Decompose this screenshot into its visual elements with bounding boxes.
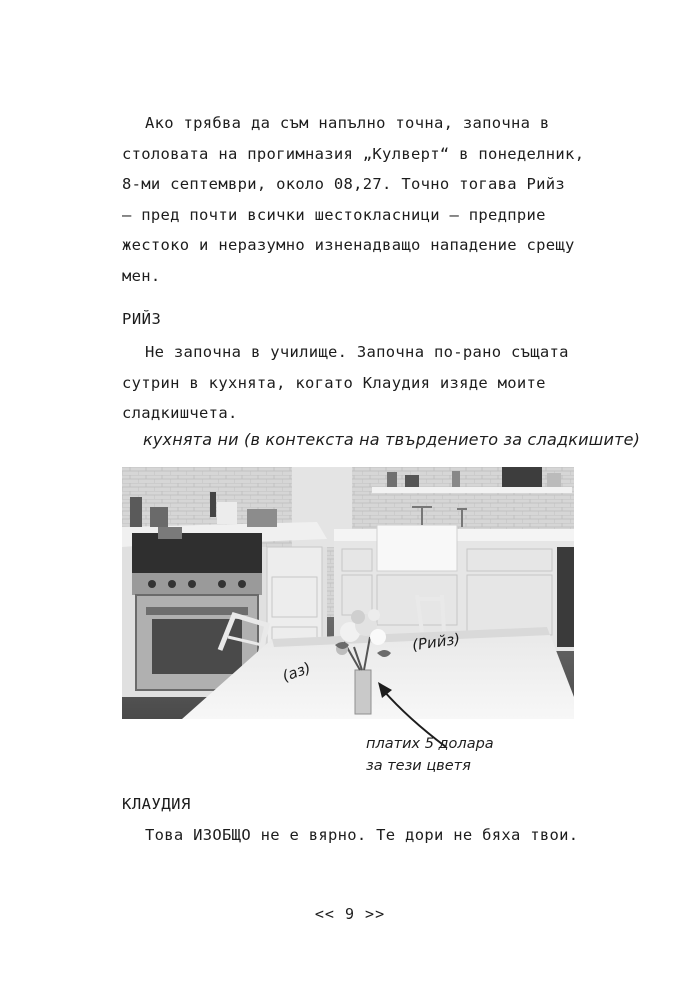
text-line: Ако трябва да съм напълно точна, започна в xyxy=(145,114,550,132)
text-line: жестоко и неразумно изненадващо нападение срещу xyxy=(122,236,575,254)
flowers-note-line: за тези цветя xyxy=(366,758,471,774)
flowers-note-line: платих 5 долара xyxy=(366,736,494,752)
text-line: 8-ми септември, около 08,27. Точно тогава Рийз xyxy=(122,175,566,193)
page-number: << 9 >> xyxy=(314,905,386,923)
kitchen-illustration xyxy=(122,467,574,719)
claudia-paragraph xyxy=(122,820,592,851)
text-line: Това ИЗОБЩО не е вярно. Те дори не бяха твои. xyxy=(145,826,579,844)
text-line: сутрин в кухнята, когато Клаудия изяде моите xyxy=(122,373,546,392)
text-line: Не започна в училище. Започна по-рано същата xyxy=(145,343,569,361)
text-line: сладкишчета. xyxy=(122,404,238,422)
speaker-reese: РИЙЗ xyxy=(122,310,162,328)
intro-paragraph xyxy=(122,108,592,291)
reese-paragraph xyxy=(122,337,592,429)
speaker-claudia: КЛАУДИЯ xyxy=(122,795,191,813)
text-line: — пред почти всички шестокласници — предприе xyxy=(122,205,546,224)
photo-caption: кухнята ни (в контекста на твърдението за сладкишите) xyxy=(143,430,641,449)
label-me: (аз) xyxy=(279,658,314,686)
label-reese: (Рийз) xyxy=(410,629,462,655)
text-line: мен. xyxy=(122,266,161,285)
text-line: столовата на прогимназия „Кулверт“ в понеделник, xyxy=(122,144,585,163)
kitchen-photo xyxy=(122,467,574,719)
